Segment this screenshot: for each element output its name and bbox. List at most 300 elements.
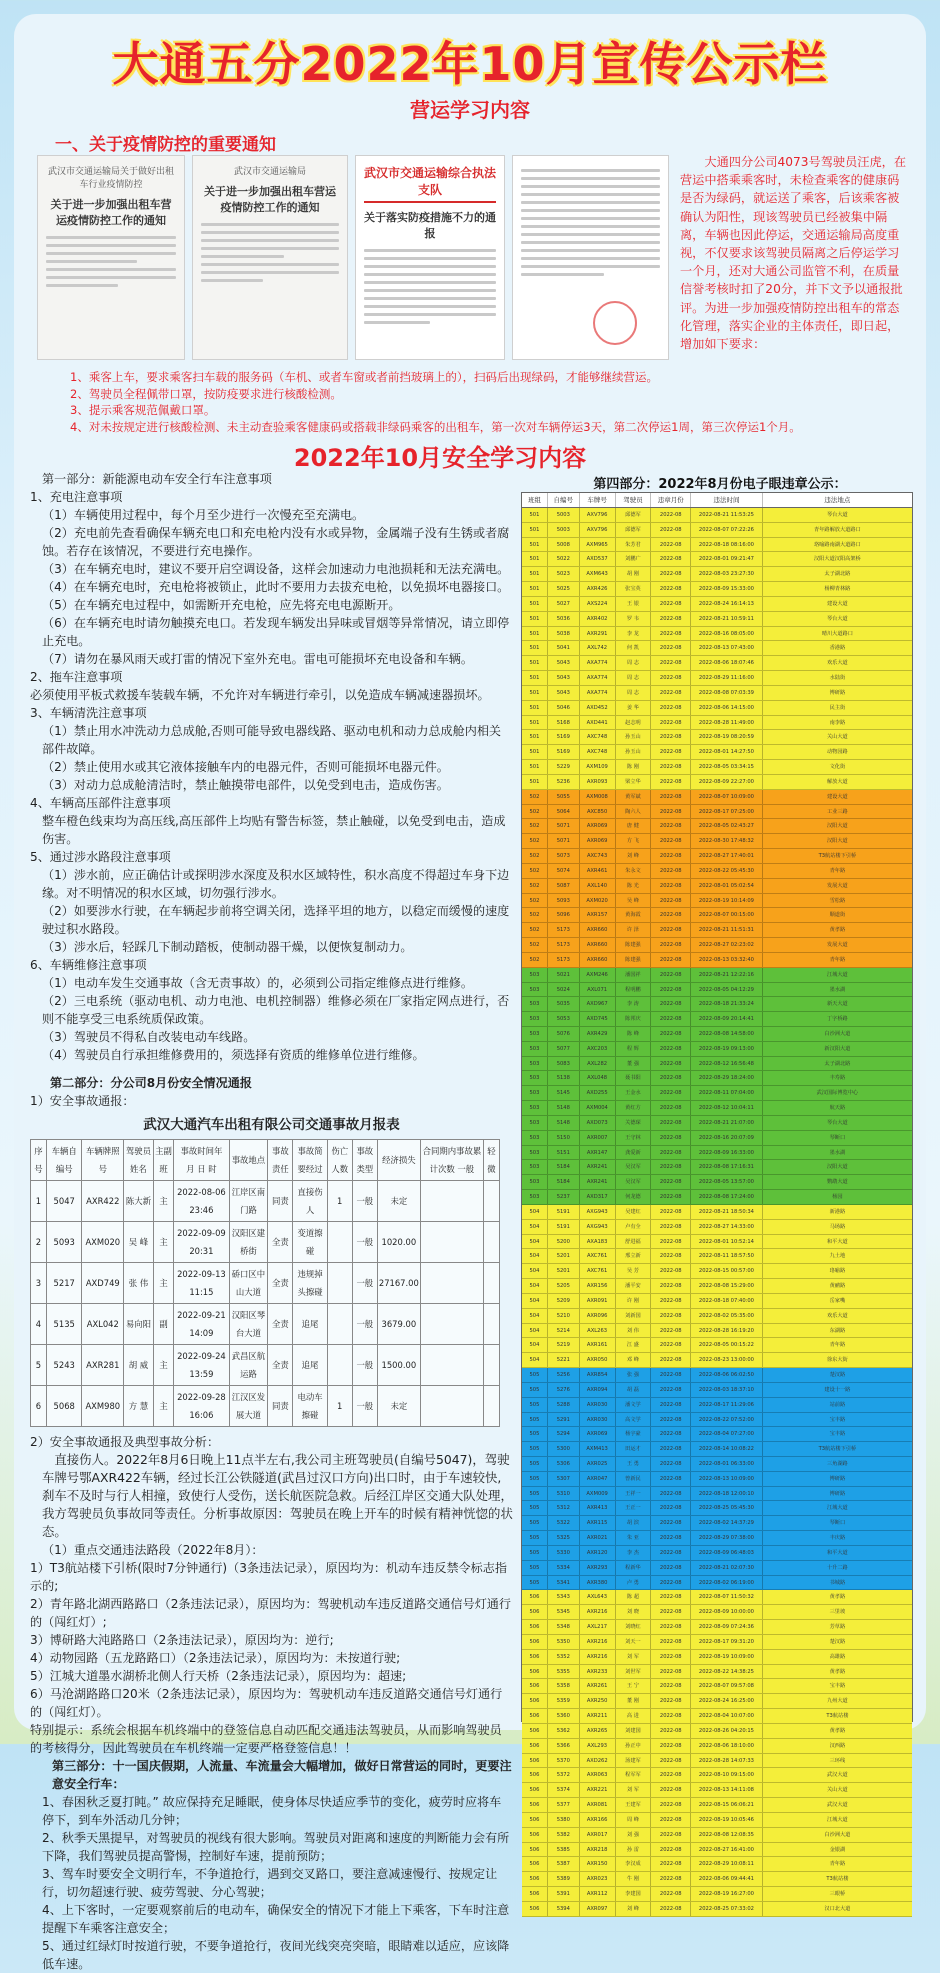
violation-cell: 卢 勇 xyxy=(616,1576,652,1590)
violation-cell: 2022-08-07 00:15:00 xyxy=(691,908,763,922)
violation-cell: 2022-08-27 14:33:00 xyxy=(691,1220,763,1234)
violation-cell: AXR221 xyxy=(580,1783,616,1797)
violation-cell: AXR120 xyxy=(580,1546,616,1560)
document-photo-2 xyxy=(192,155,348,360)
violation-cell: 501 xyxy=(522,538,548,552)
violation-cell: AXR050 xyxy=(580,1353,616,1367)
violation-cell: 506 xyxy=(522,1605,548,1619)
violation-cell: AXM109 xyxy=(580,760,616,774)
violation-cell: 2022-08-21 12:22:16 xyxy=(691,968,763,982)
violation-cell: 刘鹏广 xyxy=(616,552,652,566)
violation-notice: 大通四分公司4073号驾驶员汪虎，在营运中搭乘乘客时，未检查乘客的健康码是否为绿码，就运送了乘客，后该乘客被确认为阳性，现该驾驶员已经被集中隔离，车辆也因此停运，交通运输局高度重视，不仅要求该驾驶员隔离之后停运学习一个月，还对大通公司监管不利，在质量信誉考核时扣了20分，并下文予以通报批评。为进一步加强疫情防控出租车的常态化管理，落实企业的主体责任，即日起，增加如下要求： xyxy=(680,155,907,352)
violation-cell: 504 xyxy=(522,1205,548,1219)
violation-cell: 2022-08 xyxy=(651,1798,691,1812)
violation-cell: 赵志明 xyxy=(616,716,652,730)
violation-row xyxy=(522,805,912,820)
violation-cell: 吴汉军 xyxy=(616,1175,652,1189)
violation-row xyxy=(522,1205,912,1220)
violation-row xyxy=(522,1042,912,1057)
accident-cell: 5047 xyxy=(46,1181,82,1222)
violation-cell: 2022-08-01 05:02:54 xyxy=(691,879,763,893)
violation-cell: 2022-08 xyxy=(651,508,691,522)
accident-cell xyxy=(327,1263,352,1304)
violation-row xyxy=(522,819,912,834)
accident-header-cell: 事故时间年 月 日 时 xyxy=(174,1140,229,1181)
violation-cell: 2022-08-09 15:33:00 xyxy=(691,582,763,596)
violation-cell: 502 xyxy=(522,849,548,863)
violation-cell: 5377 xyxy=(548,1798,580,1812)
accident-cell: 3 xyxy=(31,1263,47,1304)
violation-cell: 5003 xyxy=(548,508,580,522)
violation-cell: 墨水湖 xyxy=(829,1149,846,1156)
p2: 必须使用平板式救援车装载车辆，不允许对车辆进行牵引，以免造成车辆减速器损坏。 xyxy=(30,688,490,702)
violation-cell: 2022-08 xyxy=(651,760,691,774)
violation-cell: 南李路 xyxy=(829,719,846,726)
violation-cell: AXR093 xyxy=(580,775,616,789)
violation-cell: 东湖路 xyxy=(829,1327,846,1334)
violation-cell: 2022-08-04 07:27:00 xyxy=(691,1427,763,1441)
violation-row xyxy=(522,1427,912,1442)
violation-cell: 5360 xyxy=(548,1709,580,1723)
violation-cell: 2022-08 xyxy=(651,1086,691,1100)
violation-cell: 琴台大道 xyxy=(826,1119,848,1126)
violation-cell: 2022-08-06 06:02:50 xyxy=(691,1368,763,1382)
violation-cell: 502 xyxy=(522,819,548,833)
violation-cell: 和平大道 xyxy=(826,1238,848,1245)
violation-cell: AXR660 xyxy=(580,923,616,937)
violation-cell: 5200 xyxy=(548,1235,580,1249)
violation-cell: AXG943 xyxy=(580,1220,616,1234)
violation-cell: 2022-08 xyxy=(651,908,691,922)
violation-cell: AXD967 xyxy=(580,997,616,1011)
violation-cell: 2022-08-21 10:59:11 xyxy=(691,612,763,626)
violation-cell: 芳草路 xyxy=(829,1624,846,1631)
violation-cell: 506 xyxy=(522,1665,548,1679)
violation-cell: 5291 xyxy=(548,1413,580,1427)
violation-cell: AXR150 xyxy=(580,1857,616,1871)
violation-cell: 2022-08-07 09:57:08 xyxy=(691,1679,763,1693)
violation-cell: 2022-08-19 10:09:00 xyxy=(691,1650,763,1664)
violation-row xyxy=(522,953,912,968)
accident-cell: 直接伤人 xyxy=(293,1181,327,1222)
violation-cell: 何龙德 xyxy=(616,1190,652,1204)
accident-cell: 同责 xyxy=(268,1181,293,1222)
violation-row xyxy=(522,968,912,983)
violation-cell: 2022-08 xyxy=(651,923,691,937)
violation-cell: 高 进 xyxy=(616,1709,652,1723)
violation-header-cell: 驾驶员 xyxy=(616,493,652,507)
violation-cell: 陈建强 xyxy=(616,953,652,967)
accident-cell: 2022-09-09 20:31 xyxy=(174,1222,229,1263)
violation-cell: 邓 峰 xyxy=(616,1353,652,1367)
violation-row xyxy=(522,1101,912,1116)
violation-cell: 505 xyxy=(522,1487,548,1501)
violation-row xyxy=(522,1027,912,1042)
violation-cell: 新港路 xyxy=(829,1208,846,1215)
violation-cell: 刘建国 xyxy=(616,1724,652,1738)
violation-cell: 5300 xyxy=(548,1442,580,1456)
violation-row xyxy=(522,1146,912,1161)
violation-cell: 2022-08 xyxy=(651,983,691,997)
part2-title: 第二部分：分公司8月份安全情况通报 xyxy=(50,1076,252,1090)
violation-cell: 青年路 xyxy=(829,867,846,874)
violation-cell: 青年路 xyxy=(829,956,846,963)
violation-cell: 马场路 xyxy=(829,1223,846,1230)
violation-cell: 2022-08 xyxy=(651,864,691,878)
violation-cell: 罗 韦 xyxy=(616,612,652,626)
accident-cell: 一般 xyxy=(352,1222,377,1263)
violation-cell: 胡 滨 xyxy=(616,1516,652,1530)
violation-cell: 5219 xyxy=(548,1338,580,1352)
violation-cell: 504 xyxy=(522,1264,548,1278)
violation-cell: AXR218 xyxy=(580,1843,616,1857)
violation-cell: 建设大道 xyxy=(826,600,848,607)
accident-cell: 2022-09-28 16:06 xyxy=(174,1386,229,1427)
violation-cell: 刘天一 xyxy=(616,1635,652,1649)
violation-cell: AXR291 xyxy=(580,627,616,641)
violation-cell: 2022-08-18 12:00:10 xyxy=(691,1487,763,1501)
violation-row xyxy=(522,1057,912,1072)
violation-cell: 5148 xyxy=(548,1101,580,1115)
violation-cell: 5148 xyxy=(548,1116,580,1130)
violation-cell: 503 xyxy=(522,1027,548,1041)
violation-cell: 汉阳大道 xyxy=(826,1164,848,1171)
violation-cell: 2022-08 xyxy=(651,849,691,863)
violation-cell: 503 xyxy=(522,1131,548,1145)
violation-cell: 2022-08 xyxy=(651,1605,691,1619)
violation-cell: 2022-08-28 11:49:00 xyxy=(691,716,763,730)
violation-cell: 504 xyxy=(522,1279,548,1293)
violation-row xyxy=(522,582,912,597)
violation-cell: 5074 xyxy=(548,864,580,878)
violation-cell: 505 xyxy=(522,1516,548,1530)
violation-cell: 唐 健 xyxy=(616,819,652,833)
violation-cell: 5372 xyxy=(548,1768,580,1782)
violation-row xyxy=(522,894,912,909)
road-item: 1）T3航站楼下引桥(限时7分钟通行)（3条违法记录），原因均为：机动车违反禁令标志指示的; xyxy=(30,1561,507,1593)
violation-cell: 2022-08 xyxy=(651,1754,691,1768)
violation-cell: 5043 xyxy=(548,656,580,670)
violation-cell: 黄鹂路 xyxy=(829,1283,846,1290)
violation-cell: 琴断口 xyxy=(829,1520,846,1527)
accident-cell: 一般 xyxy=(352,1345,377,1386)
accident-cell: AXR281 xyxy=(82,1345,124,1386)
violation-cell: AXR097 xyxy=(580,1902,616,1916)
violation-cell: 2022-08 xyxy=(651,1101,691,1115)
violation-cell: 5055 xyxy=(548,790,580,804)
violation-row xyxy=(522,1709,912,1724)
h3: 3、车辆清洗注意事项 xyxy=(30,706,147,720)
violation-cell: 刘 强 xyxy=(616,1828,652,1842)
violation-row xyxy=(522,641,912,656)
violation-cell: 方 飞 xyxy=(616,834,652,848)
violation-cell: 2022-08-24 16:14:13 xyxy=(691,597,763,611)
accident-cell: 5 xyxy=(31,1345,47,1386)
violation-cell: 2022-08 xyxy=(651,1249,691,1263)
violation-cell: AXR021 xyxy=(580,1531,616,1545)
violation-cell: 5073 xyxy=(548,849,580,863)
violation-cell: 5168 xyxy=(548,716,580,730)
violation-cell: AXR030 xyxy=(580,1398,616,1412)
violation-cell: 2022-08-13 14:11:08 xyxy=(691,1783,763,1797)
violation-cell: 2022-08-05 00:15:22 xyxy=(691,1338,763,1352)
violation-cell: 程 辉 xyxy=(616,1042,652,1056)
violation-cell: 501 xyxy=(522,641,548,655)
violation-cell: 5387 xyxy=(548,1857,580,1871)
violation-row xyxy=(522,1309,912,1324)
violation-cell: AXR233 xyxy=(580,1665,616,1679)
violation-row xyxy=(522,1768,912,1783)
violation-cell: 程新华 xyxy=(616,1561,652,1575)
violation-cell: 刘 晓 xyxy=(616,1605,652,1619)
violation-cell: 505 xyxy=(522,1413,548,1427)
violation-cell: 502 xyxy=(522,894,548,908)
violation-cell: 三里坡 xyxy=(829,1609,846,1616)
violation-cell: 2022-08 xyxy=(651,805,691,819)
violation-cell: 龚爱新 xyxy=(616,1146,652,1160)
violation-cell: 2022-08 xyxy=(651,1220,691,1234)
violation-cell: 卢有全 xyxy=(616,1220,652,1234)
violation-cell: 2022-08-13 10:09:00 xyxy=(691,1472,763,1486)
accident-cell: 5068 xyxy=(46,1386,82,1427)
violation-cell: 江城大道 xyxy=(826,971,848,978)
violation-row xyxy=(522,1012,912,1027)
violation-row xyxy=(522,1413,912,1428)
violation-cell: 潘文学 xyxy=(616,1398,652,1412)
violation-row xyxy=(522,612,912,627)
violation-cell: 2022-08-27 17:40:01 xyxy=(691,849,763,863)
violation-cell: 505 xyxy=(522,1576,548,1590)
violation-cell: AXR660 xyxy=(580,938,616,952)
violation-cell: AXD745 xyxy=(580,1012,616,1026)
p1-item: （6）在车辆充电时请勿触摸充电口。若发现车辆发出异味或冒烟等异常情况，请立即停止充电。 xyxy=(42,616,510,648)
violation-row xyxy=(522,1783,912,1798)
violation-row xyxy=(522,1635,912,1650)
violation-cell: 2022-08-09 10:00:00 xyxy=(691,1605,763,1619)
violation-cell: 501 xyxy=(522,552,548,566)
violation-cell: 502 xyxy=(522,908,548,922)
accident-cell: 汉阳区琴台大道 xyxy=(229,1304,268,1345)
tip: 特别提示：系统会根据车机终端中的登签信息自动匹配交通违法驾驶员，从而影响驾驶员的考核得分，因此驾驶员在车机终端一定要严格登签信息！！ xyxy=(30,1723,502,1755)
violation-cell: AXR094 xyxy=(580,1383,616,1397)
accident-cell: 全责 xyxy=(268,1222,293,1263)
violation-cell: 504 xyxy=(522,1353,548,1367)
violation-cell: AXR461 xyxy=(580,864,616,878)
violation-cell: 2022-08 xyxy=(651,1442,691,1456)
violation-cell: AXR147 xyxy=(580,1146,616,1160)
accident-cell: 追尾 xyxy=(293,1304,327,1345)
violation-cell: 2022-08-15 06:06:21 xyxy=(691,1798,763,1812)
violation-cell: 505 xyxy=(522,1561,548,1575)
violation-cell: 5374 xyxy=(548,1783,580,1797)
violation-header-cell: 违章月份 xyxy=(651,493,691,507)
violation-cell: AXC743 xyxy=(580,849,616,863)
violation-cell: AXR261 xyxy=(580,1679,616,1693)
violation-row xyxy=(522,1324,912,1339)
violation-cell: 5221 xyxy=(548,1353,580,1367)
violation-cell: 九州大道 xyxy=(826,1698,848,1705)
violation-cell: 502 xyxy=(522,879,548,893)
violation-cell: 2022-08-08 14:58:00 xyxy=(691,1027,763,1041)
violation-cell: 李 涛 xyxy=(616,997,652,1011)
violation-cell: 何 凯 xyxy=(616,641,652,655)
violation-cell: 2022-08 xyxy=(651,1427,691,1441)
violation-cell: 刘 军 xyxy=(616,1783,652,1797)
violation-cell: 三眼桥 xyxy=(829,1891,846,1898)
violation-row xyxy=(522,1724,912,1739)
violation-cell: 2022-08-21 18:50:34 xyxy=(691,1205,763,1219)
violation-cell: 楚汉路 xyxy=(829,1638,846,1645)
violation-cell: 2022-08 xyxy=(651,1902,691,1916)
violation-cell: 白沙洲大道 xyxy=(824,1030,851,1037)
violation-cell: 陈 刚 xyxy=(616,760,652,774)
violation-cell: 2022-08-18 21:33:24 xyxy=(691,997,763,1011)
violation-cell: 506 xyxy=(522,1843,548,1857)
violation-cell: AXR091 xyxy=(580,1294,616,1308)
violation-cell: 5173 xyxy=(548,938,580,952)
violation-cell: 黄军斌 xyxy=(616,790,652,804)
violation-cell: 2022-08 xyxy=(651,716,691,730)
violation-row xyxy=(522,1338,912,1353)
violation-cell: AXD441 xyxy=(580,716,616,730)
document-heading: 关于落实防疫措施不力的通报 xyxy=(364,211,496,240)
violation-cell: 2022-08 xyxy=(651,1294,691,1308)
violation-cell: 2022-08 xyxy=(651,1472,691,1486)
roads-title: （1）重点交通违法路段（2022年8月）： xyxy=(42,1543,264,1557)
violation-cell: 2022-08-05 13:57:00 xyxy=(691,1175,763,1189)
violation-cell: 楚汉路 xyxy=(829,1372,846,1379)
violation-row xyxy=(522,1902,912,1917)
violation-cell: 5038 xyxy=(548,627,580,641)
violation-cell: 宝丰路 xyxy=(829,1416,846,1423)
violation-cell: 5043 xyxy=(548,686,580,700)
violation-cell: 504 xyxy=(522,1235,548,1249)
violation-row xyxy=(522,1442,912,1457)
violation-cell: 2022-08-26 04:20:15 xyxy=(691,1724,763,1738)
accident-cell: 方 慧 xyxy=(124,1386,154,1427)
violation-cell: 2022-08-30 17:48:32 xyxy=(691,834,763,848)
violation-cell: 2022-08-05 02:43:27 xyxy=(691,819,763,833)
violation-cell: 王 宁 xyxy=(616,1679,652,1693)
violation-row xyxy=(522,1383,912,1398)
accident-cell: 主 xyxy=(153,1181,174,1222)
violation-cell: 汉阳大道汉阳高架桥 xyxy=(814,556,861,563)
violation-cell: 刘 峰 xyxy=(616,1902,652,1916)
part3-item: 5、通过红绿灯时按道行驶，不要争道抢行，夜间光线突亮突暗，眼睛难以适应，应该降低车速。 xyxy=(42,1939,510,1971)
violation-cell: 2022-08-24 16:25:00 xyxy=(691,1694,763,1708)
violation-cell: 关山大道 xyxy=(826,1787,848,1794)
violation-cell: AXL048 xyxy=(580,1071,616,1085)
violation-cell: 2022-08 xyxy=(651,1783,691,1797)
violation-cell: 503 xyxy=(522,1012,548,1026)
violation-cell: 5173 xyxy=(548,953,580,967)
violation-row xyxy=(522,997,912,1012)
violation-cell: 田运才 xyxy=(616,1442,652,1456)
violation-cell: 501 xyxy=(522,627,548,641)
violation-cell: 5071 xyxy=(548,819,580,833)
p6-item: （2）三电系统（驱动电机、动力电池、电机控制器）维修必须在厂家指定网点进行，否则不能享受三电系统质保政策。 xyxy=(42,994,510,1026)
violation-cell: AXR293 xyxy=(580,1561,616,1575)
violation-cell: 汉口北大道 xyxy=(824,1905,851,1912)
violation-cell: 2022-08 xyxy=(651,879,691,893)
accident-cell: 2 xyxy=(31,1222,47,1263)
violation-cell: 505 xyxy=(522,1398,548,1412)
accident-cell: AXD749 xyxy=(82,1263,124,1304)
violation-cell: 2022-08 xyxy=(651,1828,691,1842)
accident-cell xyxy=(483,1386,499,1427)
violation-cell: 5355 xyxy=(548,1665,580,1679)
violation-row xyxy=(522,1887,912,1902)
violation-cell: 建设大道 xyxy=(826,793,848,800)
violation-cell: 5184 xyxy=(548,1175,580,1189)
violation-cell: 2022-08 xyxy=(651,834,691,848)
violation-cell: 香港路 xyxy=(829,645,846,652)
violation-cell: 许 刚 xyxy=(616,1294,652,1308)
accident-header-cell: 轻微 xyxy=(483,1140,499,1181)
violation-cell: 潘国祥 xyxy=(616,968,652,982)
violation-cell: AXL140 xyxy=(580,879,616,893)
violation-cell: 2022-08-18 07:40:00 xyxy=(691,1294,763,1308)
violation-cell: 王守林 xyxy=(616,1131,652,1145)
violation-cell: 关山大道 xyxy=(826,734,848,741)
accident-cell: 一般 xyxy=(352,1263,377,1304)
violation-cell: AXM009 xyxy=(580,1487,616,1501)
p1-item: （7）请勿在暴风雨天或打雷的情况下室外充电。雷电可能损坏充电设备和车辆。 xyxy=(42,652,473,666)
violation-cell: AXV796 xyxy=(580,508,616,522)
violation-cell: 2022-08 xyxy=(651,701,691,715)
accident-cell xyxy=(327,1345,352,1386)
violation-cell: 工业三路 xyxy=(826,808,848,815)
violation-cell: 2022-08 xyxy=(651,1027,691,1041)
violation-row xyxy=(522,1487,912,1502)
violation-row xyxy=(522,1086,912,1101)
accident-cell: 汉阳区建桥街 xyxy=(229,1222,268,1263)
violation-cell: 501 xyxy=(522,523,548,537)
violation-cell: 502 xyxy=(522,864,548,878)
accident-cell: 未定 xyxy=(377,1386,420,1427)
violation-cell: 2022-08-21 21:07:00 xyxy=(691,1116,763,1130)
violation-cell: AXM413 xyxy=(580,1442,616,1456)
p3-item: （3）对动力总成舱清洁时，禁止触摸带电部件，以免受到电击，造成伤害。 xyxy=(42,778,449,792)
violation-cell: 2022-08 xyxy=(651,1175,691,1189)
violation-cell: AXD452 xyxy=(580,701,616,715)
violation-cell: 2022-08 xyxy=(651,686,691,700)
violation-cell: 501 xyxy=(522,597,548,611)
violation-cell: 欢乐大道 xyxy=(826,1312,848,1319)
board-title: 大通五分2022年10月宣传公示栏 xyxy=(112,37,828,91)
violation-row xyxy=(522,923,912,938)
violation-cell: 周 志 xyxy=(616,686,652,700)
violation-cell: 5046 xyxy=(548,701,580,715)
accident-cell: 2022-09-13 11:15 xyxy=(174,1263,229,1304)
violation-cell: 2022-08-23 13:00:00 xyxy=(691,1353,763,1367)
accident-cell: 1 xyxy=(327,1181,352,1222)
violation-cell: 506 xyxy=(522,1590,548,1604)
violation-cell: AXR096 xyxy=(580,1309,616,1323)
violation-cell: AXR241 xyxy=(580,1160,616,1174)
violation-cell: 2022-08-19 09:13:00 xyxy=(691,1042,763,1056)
violation-cell: 2022-08 xyxy=(651,1324,691,1338)
violation-cell: AXM643 xyxy=(580,567,616,581)
violation-cell: 5021 xyxy=(548,968,580,982)
accident-header-cell: 主副班 xyxy=(153,1140,174,1181)
violation-cell: 501 xyxy=(522,745,548,759)
violation-cell: AXR216 xyxy=(580,1605,616,1619)
violation-cell: 501 xyxy=(522,582,548,596)
violation-cell: 5345 xyxy=(548,1605,580,1619)
violation-cell: 陈建强 xyxy=(616,938,652,952)
violation-cell: 2022-08-14 10:08:22 xyxy=(691,1442,763,1456)
